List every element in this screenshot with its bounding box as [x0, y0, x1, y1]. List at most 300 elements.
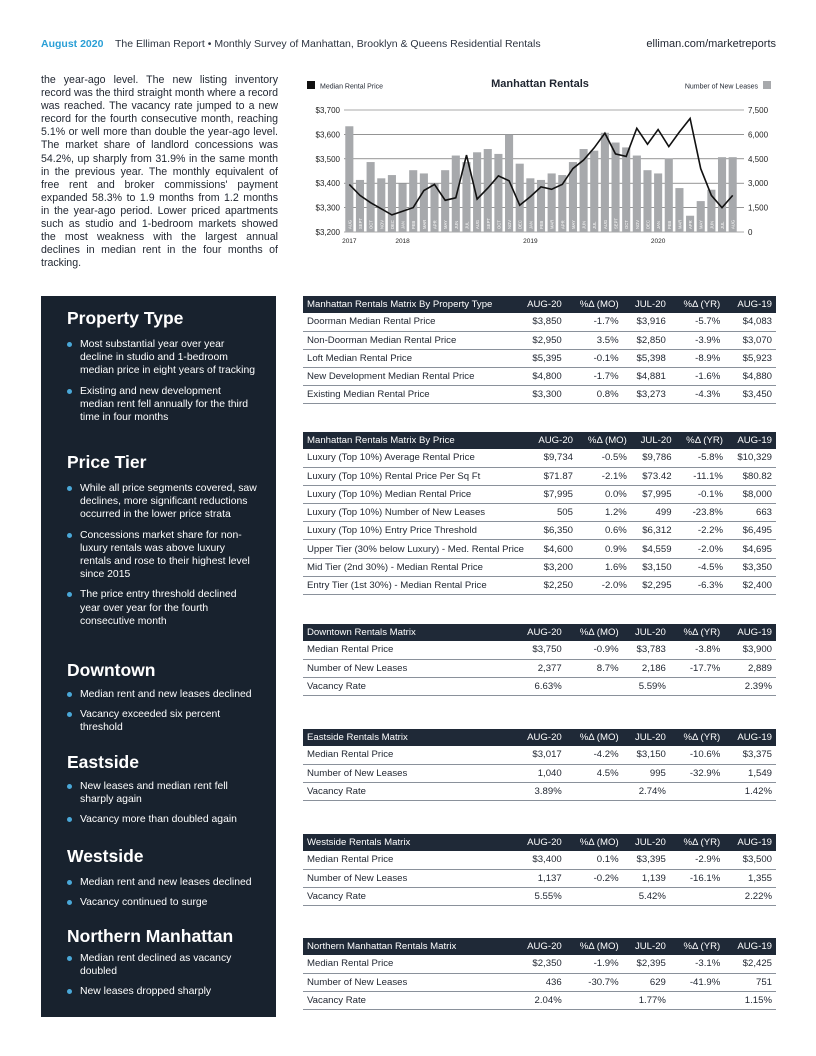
x-tick-label: JUL [464, 221, 470, 229]
table-cell: -0.1% [676, 485, 727, 503]
table-cell: $2,425 [724, 955, 776, 973]
x-tick-label: JAN [528, 221, 534, 229]
sidebar-bullet-list [67, 780, 257, 834]
table-title: Manhattan Rentals Matrix By Price [303, 432, 528, 449]
table-cell: $73.42 [631, 467, 676, 485]
table-row [303, 677, 776, 695]
table-cell: -30.7% [566, 973, 623, 991]
table-cell: $3,900 [724, 641, 776, 659]
table-cell: 0.0% [577, 485, 631, 503]
table-cell: 499 [631, 504, 676, 522]
table-cell: $2,295 [631, 576, 676, 594]
table-cell: 1,355 [724, 869, 776, 887]
row-label: Median Rental Price [303, 851, 514, 869]
sidebar-heading: Property Type [67, 308, 184, 328]
y-left-tick-label: $3,500 [315, 154, 340, 164]
x-tick-label: SEPT [613, 218, 619, 229]
table-cell: 1.2% [577, 504, 631, 522]
table-cell [566, 677, 623, 695]
sidebar-bullet: Vacancy continued to surge [67, 896, 257, 909]
sidebar-bullet-list [67, 688, 257, 742]
row-label: Number of New Leases [303, 659, 514, 677]
table-header-row [303, 729, 776, 746]
table-cell: -6.3% [676, 576, 727, 594]
table-cell: 2.74% [623, 782, 670, 800]
table-cell: 2,377 [514, 659, 566, 677]
y-right-tick-label: 7,500 [748, 106, 769, 115]
table-cell: -2.0% [577, 576, 631, 594]
x-tick-label: FEB [411, 220, 417, 229]
manhattan-rentals-chart [300, 74, 780, 254]
column-header: AUG-19 [724, 624, 776, 641]
x-tick-label: JUN [581, 220, 587, 229]
table-cell: 1,549 [724, 764, 776, 782]
table-cell: -8.9% [670, 349, 724, 367]
table-cell: -2.2% [676, 522, 727, 540]
rentals-matrix-table [303, 729, 776, 801]
column-header: %Δ (YR) [670, 296, 724, 313]
table-cell [566, 887, 623, 905]
table-cell: 663 [727, 504, 776, 522]
table-header-row [303, 432, 776, 449]
legend-bars-swatch [763, 81, 771, 89]
table-cell: $8,000 [727, 485, 776, 503]
column-header: %Δ (MO) [566, 729, 623, 746]
table-row [303, 540, 776, 558]
y-left-tick-label: $3,400 [315, 179, 340, 189]
x-tick-label: DEC [645, 220, 651, 229]
table-cell: $3,395 [623, 851, 670, 869]
row-label: Non-Doorman Median Rental Price [303, 331, 514, 349]
table-cell: $4,881 [623, 368, 670, 386]
table-row [303, 869, 776, 887]
table-cell: $5,923 [724, 349, 776, 367]
x-tick-label: OCT [368, 220, 374, 229]
table-title: Northern Manhattan Rentals Matrix [303, 938, 514, 955]
table-cell: -3.8% [670, 641, 724, 659]
x-tick-label: AUG [475, 219, 481, 229]
table-cell: $4,880 [724, 368, 776, 386]
x-tick-label: FEB [539, 220, 544, 229]
y-right-tick-label: 3,000 [748, 179, 769, 189]
table-cell: -2.0% [676, 540, 727, 558]
table-row [303, 558, 776, 576]
table-cell: $3,273 [623, 386, 670, 404]
sidebar-bullet: New leases and median rent fell sharply again [67, 780, 257, 806]
x-tick-label: OCT [624, 220, 630, 229]
sidebar-bullet-list [67, 338, 257, 431]
chart-title: Manhattan Rentals [491, 78, 589, 90]
table-row [303, 467, 776, 485]
table-cell: $7,995 [631, 485, 676, 503]
table-row [303, 449, 776, 467]
table-cell: $2,850 [623, 331, 670, 349]
table-title: Eastside Rentals Matrix [303, 729, 514, 746]
table-cell: $3,070 [724, 331, 776, 349]
table-header-row [303, 938, 776, 955]
year-label: 2018 [395, 238, 410, 245]
x-tick-label: NOV [379, 219, 385, 229]
row-label: Mid Tier (2nd 30%) - Median Rental Price [303, 558, 528, 576]
x-tick-label: SEPT [357, 218, 363, 229]
row-label: Luxury (Top 10%) Average Rental Price [303, 449, 528, 467]
table-row [303, 504, 776, 522]
table-cell: -3.1% [670, 955, 724, 973]
sidebar-bullet: Existing and new development median rent fell annually for the third time in four months [67, 385, 257, 425]
year-label: 2020 [650, 238, 666, 245]
row-label: Median Rental Price [303, 641, 514, 659]
column-header: %Δ (YR) [670, 624, 724, 641]
table-cell: 1.6% [577, 558, 631, 576]
table-cell: 1.77% [623, 991, 670, 1009]
table-cell: 1.15% [724, 991, 776, 1009]
column-header: AUG-19 [724, 729, 776, 746]
sidebar-bullet: New leases dropped sharply [67, 985, 257, 998]
x-tick-label: DEC [517, 220, 523, 229]
table-cell [670, 782, 724, 800]
year-label: 2017 [342, 238, 357, 245]
table-cell: $2,400 [727, 576, 776, 594]
sidebar-bullet: Median rent and new leases declined [67, 688, 257, 701]
table-cell: -0.2% [566, 869, 623, 887]
table-title: Manhattan Rentals Matrix By Property Type [303, 296, 514, 313]
table-cell: 629 [623, 973, 670, 991]
year-label: 2019 [523, 238, 538, 245]
column-header: JUL-20 [623, 729, 670, 746]
column-header: %Δ (YR) [676, 432, 727, 449]
table-row [303, 576, 776, 594]
table-cell: -4.3% [670, 386, 724, 404]
table-cell: $71.87 [528, 467, 577, 485]
table-cell: $5,395 [514, 349, 566, 367]
x-tick-label: JUL [720, 221, 726, 229]
table-cell: 5.55% [514, 887, 566, 905]
table-header-row [303, 296, 776, 313]
sidebar-heading: Northern Manhattan [67, 926, 234, 946]
table-cell: $3,850 [514, 313, 566, 331]
x-tick-label: NOV [634, 219, 640, 229]
x-tick-label: DEC [389, 220, 395, 229]
y-right-tick-label: 4,500 [748, 154, 769, 164]
table-row [303, 331, 776, 349]
sidebar-heading: Eastside [67, 752, 139, 772]
table-cell: $4,600 [528, 540, 577, 558]
table-row [303, 641, 776, 659]
row-label: Median Rental Price [303, 746, 514, 764]
x-tick-label: AUG [347, 219, 353, 229]
bar [601, 133, 609, 232]
table-cell: 505 [528, 504, 577, 522]
column-header: AUG-20 [514, 834, 566, 851]
table-cell: $10,329 [727, 449, 776, 467]
table-cell: $6,312 [631, 522, 676, 540]
table-cell: -16.1% [670, 869, 724, 887]
x-tick-label: JUL [592, 221, 598, 229]
x-tick-label: APR [432, 220, 438, 229]
table-cell: -23.8% [676, 504, 727, 522]
x-tick-label: JAN [656, 221, 662, 229]
y-left-tick-label: $3,600 [315, 130, 340, 140]
table-cell: -0.1% [566, 349, 623, 367]
table-cell: -5.7% [670, 313, 724, 331]
table-cell: 0.1% [566, 851, 623, 869]
table-cell: 5.59% [623, 677, 670, 695]
table-cell: 2,186 [623, 659, 670, 677]
table-header-row [303, 834, 776, 851]
table-cell: $80.82 [727, 467, 776, 485]
table-row [303, 349, 776, 367]
table-cell: $2,950 [514, 331, 566, 349]
column-header: %Δ (YR) [670, 938, 724, 955]
table-cell: $2,350 [514, 955, 566, 973]
x-tick-label: NOV [507, 219, 513, 229]
highlights-sidebar [41, 296, 276, 1017]
rentals-matrix-table [303, 432, 776, 595]
table-cell: 995 [623, 764, 670, 782]
row-label: Loft Median Rental Price [303, 349, 514, 367]
column-header: %Δ (MO) [566, 834, 623, 851]
sidebar-bullet: Vacancy exceeded six percent threshold [67, 708, 257, 734]
sidebar-bullet: Vacancy more than doubled again [67, 813, 257, 826]
y-left-tick-label: $3,300 [315, 203, 340, 213]
table-cell: $3,150 [623, 746, 670, 764]
x-tick-label: MAR [549, 219, 555, 229]
row-label: Median Rental Price [303, 955, 514, 973]
table-row [303, 991, 776, 1009]
column-header: AUG-19 [727, 432, 776, 449]
column-header: JUL-20 [623, 834, 670, 851]
rentals-matrix-table [303, 938, 776, 1010]
table-cell: 3.89% [514, 782, 566, 800]
row-label: Luxury (Top 10%) Rental Price Per Sq Ft [303, 467, 528, 485]
table-cell: $2,250 [528, 576, 577, 594]
bar [622, 147, 630, 232]
x-tick-label: SEPT [485, 218, 491, 229]
table-cell: -4.5% [676, 558, 727, 576]
table-cell: -41.9% [670, 973, 724, 991]
bar [505, 134, 513, 232]
y-right-tick-label: 1,500 [748, 203, 769, 213]
column-header: %Δ (MO) [566, 624, 623, 641]
table-cell: $3,300 [514, 386, 566, 404]
table-row [303, 955, 776, 973]
sidebar-bullet-list [67, 876, 257, 916]
table-cell: $5,398 [623, 349, 670, 367]
table-cell: 8.7% [566, 659, 623, 677]
table-cell: -1.7% [566, 368, 623, 386]
table-cell [566, 782, 623, 800]
sidebar-bullet: Median rent and new leases declined [67, 876, 257, 889]
table-row [303, 973, 776, 991]
bar [590, 151, 598, 232]
x-tick-label: AUG [602, 219, 608, 229]
table-cell: -10.6% [670, 746, 724, 764]
y-left-tick-label: $3,700 [315, 106, 340, 115]
row-label: Vacancy Rate [303, 677, 514, 695]
table-cell: $6,350 [528, 522, 577, 540]
table-cell: 751 [724, 973, 776, 991]
row-label: Luxury (Top 10%) Number of New Leases [303, 504, 528, 522]
table-cell: 2.22% [724, 887, 776, 905]
row-label: Number of New Leases [303, 973, 514, 991]
sidebar-bullet-list [67, 952, 257, 1006]
table-row [303, 887, 776, 905]
bar [452, 156, 460, 232]
column-header: AUG-20 [528, 432, 577, 449]
table-title: Downtown Rentals Matrix [303, 624, 514, 641]
row-label: New Development Median Rental Price [303, 368, 514, 386]
x-tick-label: OCT [496, 220, 502, 229]
table-cell: $3,750 [514, 641, 566, 659]
table-cell: $2,395 [623, 955, 670, 973]
legend-label-new-leases: Number of New Leases [684, 83, 758, 91]
row-label: Number of New Leases [303, 869, 514, 887]
table-cell: -5.8% [676, 449, 727, 467]
x-tick-label: APR [560, 220, 566, 229]
table-row [303, 485, 776, 503]
table-cell: 0.6% [577, 522, 631, 540]
column-header: %Δ (YR) [670, 729, 724, 746]
column-header: JUL-20 [631, 432, 676, 449]
table-cell: 436 [514, 973, 566, 991]
table-row [303, 851, 776, 869]
table-cell: $3,916 [623, 313, 670, 331]
rentals-matrix-table [303, 624, 776, 696]
column-header: AUG-20 [514, 296, 566, 313]
x-tick-label: MAY [443, 220, 449, 229]
sidebar-bullet: The price entry threshold declined year over year for the fourth consecutive month [67, 588, 257, 628]
column-header: %Δ (MO) [577, 432, 631, 449]
x-tick-label: MAR [677, 219, 683, 229]
column-header: AUG-20 [514, 624, 566, 641]
table-row [303, 764, 776, 782]
table-cell: $3,450 [724, 386, 776, 404]
row-label: Vacancy Rate [303, 991, 514, 1009]
table-cell: 2.39% [724, 677, 776, 695]
table-cell: $9,734 [528, 449, 577, 467]
table-row [303, 386, 776, 404]
table-cell: $4,083 [724, 313, 776, 331]
table-header-row [303, 624, 776, 641]
column-header: %Δ (MO) [566, 296, 623, 313]
table-cell: -3.9% [670, 331, 724, 349]
sidebar-bullet-list [67, 482, 257, 635]
table-cell: -2.1% [577, 467, 631, 485]
table-row [303, 368, 776, 386]
column-header: JUL-20 [623, 296, 670, 313]
table-cell: 1,040 [514, 764, 566, 782]
bar [345, 126, 353, 232]
table-cell [566, 991, 623, 1009]
x-tick-label: JAN [400, 221, 406, 229]
sidebar-bullet: Most substantial year over year decline in studio and 1-bedroom median price in eight years of tracking [67, 338, 257, 378]
table-row [303, 522, 776, 540]
column-header: JUL-20 [623, 624, 670, 641]
table-cell: -1.9% [566, 955, 623, 973]
x-tick-label: APR [688, 220, 694, 229]
table-cell: $3,350 [727, 558, 776, 576]
table-cell: 1,139 [623, 869, 670, 887]
table-cell: $6,495 [727, 522, 776, 540]
table-cell: 0.9% [577, 540, 631, 558]
row-label: Existing Median Rental Price [303, 386, 514, 404]
bar [462, 162, 470, 232]
table-cell: 2.04% [514, 991, 566, 1009]
table-cell: $4,800 [514, 368, 566, 386]
table-cell: 6.63% [514, 677, 566, 695]
table-cell: -1.6% [670, 368, 724, 386]
table-row [303, 313, 776, 331]
column-header: %Δ (MO) [566, 938, 623, 955]
bar [718, 157, 726, 232]
table-cell: $3,500 [724, 851, 776, 869]
intro-paragraph: the year-ago level. The new listing inventory record was the third straight month where a record was reached. The vacancy rate jumped to a new record for the fourth consecutive month, reaching 5.1% or well more than double the year-ago level. The market share of landlord concessions was 54.2%, up sharply from 31.9% in the same month in the previous year. The monthly equivalent of free rent and broker commissions' payment expanded 58.3% to 1.9 months from 1.2 months in the year-ago period. Lower priced apartments such as studio and 1-bedroom markets showed the most weakness with the largest annual declines in median rent in the four months of tracking. [41, 74, 278, 270]
column-header: AUG-19 [724, 296, 776, 313]
table-cell [670, 887, 724, 905]
x-tick-label: JUN [709, 220, 715, 229]
row-label: Luxury (Top 10%) Median Rental Price [303, 485, 528, 503]
table-row [303, 746, 776, 764]
column-header: AUG-20 [514, 938, 566, 955]
x-tick-label: MAY [698, 220, 704, 229]
table-cell: $3,400 [514, 851, 566, 869]
x-tick-label: MAY [570, 220, 576, 229]
row-label: Number of New Leases [303, 764, 514, 782]
x-tick-label: JUN [453, 220, 459, 229]
table-row [303, 782, 776, 800]
y-right-tick-label: 6,000 [748, 130, 769, 140]
table-cell: -4.2% [566, 746, 623, 764]
row-label: Upper Tier (30% below Luxury) - Med. Rental Price [303, 540, 528, 558]
table-cell: $7,995 [528, 485, 577, 503]
column-header: AUG-20 [514, 729, 566, 746]
table-cell: -2.9% [670, 851, 724, 869]
sidebar-heading: Price Tier [67, 452, 147, 472]
x-tick-label: AUG [730, 219, 736, 229]
y-left-tick-label: $3,200 [315, 228, 340, 237]
table-cell: $3,783 [623, 641, 670, 659]
row-label: Entry Tier (1st 30%) - Median Rental Price [303, 576, 528, 594]
column-header: AUG-19 [724, 834, 776, 851]
table-cell: 3.5% [566, 331, 623, 349]
column-header: %Δ (YR) [670, 834, 724, 851]
sidebar-bullet: Concessions market share for non-luxury rentals was above luxury rentals and rose to their highest level since 2015 [67, 529, 257, 582]
table-title: Westside Rentals Matrix [303, 834, 514, 851]
table-cell: $3,375 [724, 746, 776, 764]
y-right-tick-label: 0 [748, 228, 753, 237]
sidebar-heading: Westside [67, 846, 144, 866]
table-cell [670, 677, 724, 695]
report-url-link[interactable]: elliman.com/marketreports [646, 38, 776, 50]
table-cell: -17.7% [670, 659, 724, 677]
table-cell: $4,559 [631, 540, 676, 558]
table-cell: $4,695 [727, 540, 776, 558]
column-header: AUG-19 [724, 938, 776, 955]
sidebar-bullet: While all price segments covered, saw declines, more significant reductions occurred in the lower price strata [67, 482, 257, 522]
table-cell: $3,150 [631, 558, 676, 576]
row-label: Vacancy Rate [303, 782, 514, 800]
table-cell: 5.42% [623, 887, 670, 905]
table-cell [670, 991, 724, 1009]
row-label: Luxury (Top 10%) Entry Price Threshold [303, 522, 528, 540]
report-date: August 2020 [41, 38, 104, 50]
row-label: Vacancy Rate [303, 887, 514, 905]
x-tick-label: FEB [666, 220, 672, 229]
column-header: JUL-20 [623, 938, 670, 955]
table-cell: $9,786 [631, 449, 676, 467]
row-label: Doorman Median Rental Price [303, 313, 514, 331]
rentals-matrix-table [303, 296, 776, 404]
